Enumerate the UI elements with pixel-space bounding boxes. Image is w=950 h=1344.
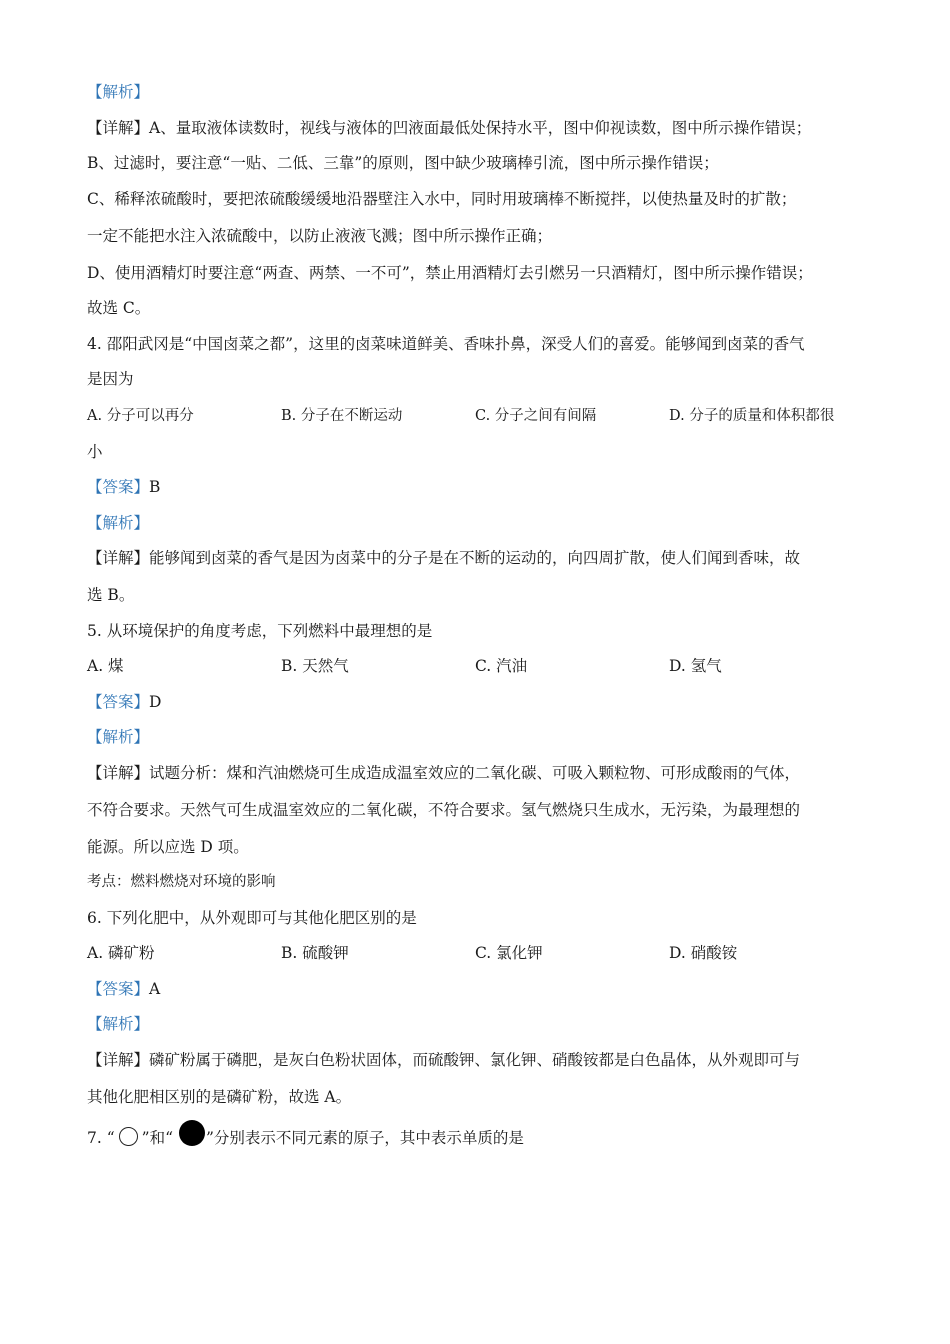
q5-note: 考点：燃料燃烧对环境的影响 <box>87 874 276 890</box>
q5-detail-line: 不符合要求。天然气可生成温室效应的二氧化碳，不符合要求。氢气燃烧只生成水，无污染，为最理想的 <box>87 800 801 819</box>
q6-detail-line: 【详解】磷矿粉属于磷肥，是灰白色粉状固体，而硫酸钾、氯化钾、硝酸铵都是白色晶体，从外观即可与 <box>87 1050 801 1069</box>
q4-option-a: A. 分子可以再分 <box>87 408 194 424</box>
q5-option-a: A. 煤 <box>87 657 124 675</box>
q6-answer <box>87 973 867 1009</box>
q4-analysis-label: 【解析】 <box>87 513 150 532</box>
q6-analysis-label: 【解析】 <box>87 1015 150 1033</box>
q5-option-b: B. 天然气 <box>281 657 349 675</box>
q4-option-c: C. 分子之间有间隔 <box>475 408 597 424</box>
q5-option-c: C. 汽油 <box>475 657 528 675</box>
q6-option-c: C. 氯化钾 <box>475 944 543 962</box>
q7-middle: ”和“ <box>141 1129 173 1147</box>
q3-detail-line: 一定不能把水注入浓硫酸中，以防止液液飞溅；图中所示操作正确； <box>87 226 553 245</box>
q5-option-d: D. 氢气 <box>669 657 722 675</box>
answer-value: B <box>149 478 161 496</box>
document-page <box>87 76 867 1158</box>
q6-detail-line: 其他化肥相区别的是磷矿粉，故选 A。 <box>87 1087 352 1106</box>
q4-option-b: B. 分子在不断运动 <box>281 408 403 424</box>
q4-stem: 4. 邵阳武冈是“中国卤菜之都”，这里的卤菜味道鲜美、香味扑鼻，深受人们的喜爱。能够闻到卤菜的香气 <box>87 334 805 353</box>
answer-label: 【答案】 <box>87 979 150 998</box>
q6-option-a: A. 磷矿粉 <box>87 944 155 962</box>
q3-detail-line: 【详解】A、量取液体读数时，视线与液体的凹液面最低处保持水平，图中仰视读数，图中所示操作错误； <box>87 118 812 137</box>
q7-suffix: ”分别表示不同元素的原子，其中表示单质的是 <box>206 1129 524 1147</box>
q6-options <box>87 937 867 973</box>
answer-value: D <box>149 692 162 711</box>
q4-detail-line: 【详解】能够闻到卤菜的香气是因为卤菜中的分子是在不断的运动的，向四周扩散，使人们闻到香味，故 <box>87 549 801 567</box>
q3-conclusion: 故选 C。 <box>87 299 151 317</box>
q4-option-d: D. 分子的质量和体积都很 <box>669 408 835 424</box>
q5-answer <box>87 686 867 722</box>
q5-detail-line: 能源。所以应选 D 项。 <box>87 837 249 856</box>
q6-stem: 6. 下列化肥中，从外观即可与其他化肥区别的是 <box>87 908 417 927</box>
answer-label: 【答案】 <box>87 692 150 711</box>
q6-option-b: B. 硫酸钾 <box>281 944 349 962</box>
q7-stem <box>87 1118 867 1158</box>
q3-detail-line: B、过滤时，要注意“一贴、二低、三靠”的原则，图中缺少玻璃棒引流，图中所示操作错误； <box>87 154 719 172</box>
answer-label: 【答案】 <box>87 478 150 496</box>
q4-stem: 是因为 <box>87 370 134 388</box>
q7-prefix: 7. “ <box>87 1129 115 1147</box>
q4-answer <box>87 471 867 507</box>
q5-options <box>87 650 867 686</box>
answer-value: A <box>149 979 161 998</box>
q5-detail-line: 【详解】试题分析：煤和汽油燃烧可生成造成温室效应的二氧化碳、可吸入颗粒物、可形成酸雨的气体， <box>87 763 801 782</box>
open-circle-atom-icon <box>119 1127 138 1146</box>
q4-detail-line: 选 B。 <box>87 586 135 604</box>
filled-circle-atom-icon <box>179 1120 205 1146</box>
q5-stem: 5. 从环境保护的角度考虑，下列燃料中最理想的是 <box>87 621 433 640</box>
q5-analysis-label: 【解析】 <box>87 728 150 746</box>
q6-option-d: D. 硝酸铵 <box>669 944 738 962</box>
q3-detail-line: C、稀释浓硫酸时，要把浓硫酸缓缓地沿器壁注入水中，同时用玻璃棒不断搅拌，以使热量及时的扩散； <box>87 189 797 208</box>
q3-analysis-label: 【解析】 <box>87 83 150 101</box>
q4-options <box>87 400 867 436</box>
q3-detail-line: D、使用酒精灯时要注意“两查、两禁、一不可”，禁止用酒精灯去引燃另一只酒精灯，图中所示操作错误； <box>87 263 813 282</box>
q4-option-wrap: 小 <box>87 442 103 461</box>
